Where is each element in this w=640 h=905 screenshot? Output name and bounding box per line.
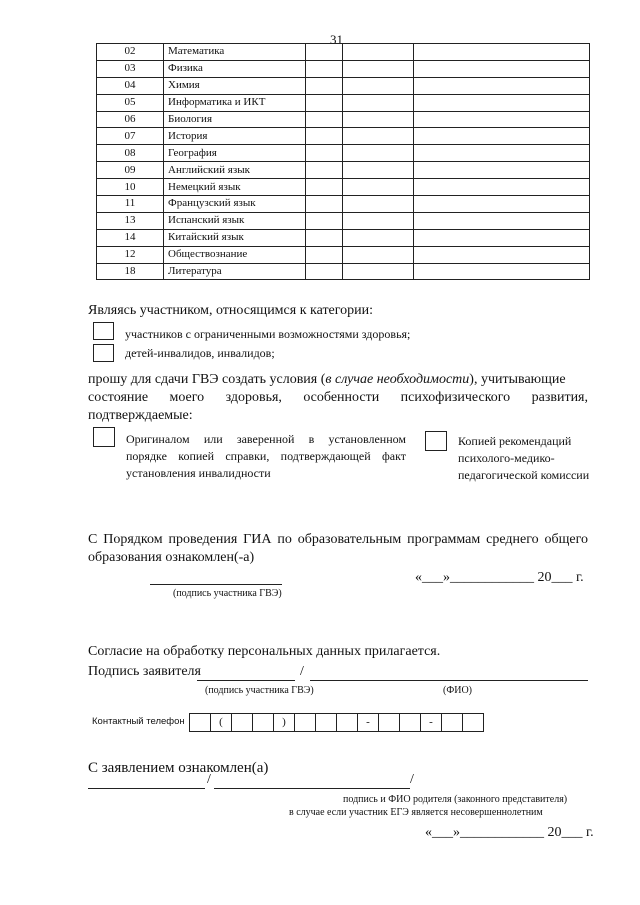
- table-row: [97, 111, 590, 128]
- subject-form-cell[interactable]: [343, 128, 414, 145]
- subject-code: 13: [97, 212, 164, 229]
- subject-mark-cell[interactable]: [306, 111, 343, 128]
- table-row: [97, 77, 590, 94]
- table-row: [97, 246, 590, 263]
- subject-extra-cell[interactable]: [414, 263, 590, 280]
- subject-mark-cell[interactable]: [306, 162, 343, 179]
- subject-form-cell[interactable]: [343, 179, 414, 196]
- table-row: [97, 179, 590, 196]
- subject-form-cell[interactable]: [343, 162, 414, 179]
- participant-signature-line[interactable]: [150, 584, 282, 585]
- table-row: [97, 44, 590, 61]
- subject-extra-cell[interactable]: [414, 179, 590, 196]
- option-limited-health: участников с ограниченными возможностями здоровья;: [125, 327, 411, 341]
- subject-extra-cell[interactable]: [414, 196, 590, 213]
- subject-mark-cell[interactable]: [306, 145, 343, 162]
- parent-signature-line[interactable]: [88, 788, 205, 789]
- subject-code: 04: [97, 77, 164, 94]
- checkbox-certificate[interactable]: [93, 427, 115, 447]
- subject-form-cell[interactable]: [343, 212, 414, 229]
- table-row: [97, 128, 590, 145]
- subject-name: Немецкий язык: [164, 179, 306, 196]
- phone-digit-cell[interactable]: [378, 713, 400, 732]
- applicant-label: Подпись заявителя: [88, 664, 201, 679]
- phone-label: Контактный телефон: [92, 716, 185, 727]
- subjects-table: [96, 43, 590, 280]
- checkbox-pmpk[interactable]: [425, 431, 447, 451]
- subject-extra-cell[interactable]: [414, 212, 590, 229]
- subject-form-cell[interactable]: [343, 60, 414, 77]
- table-row: [97, 162, 590, 179]
- phone-digit-cell[interactable]: [189, 713, 211, 732]
- checkbox-disabled-children[interactable]: [93, 344, 114, 362]
- page-number: 31: [330, 32, 343, 47]
- subject-form-cell[interactable]: [343, 94, 414, 111]
- subject-mark-cell[interactable]: [306, 263, 343, 280]
- subject-form-cell[interactable]: [343, 77, 414, 94]
- table-row: [97, 229, 590, 246]
- subject-mark-cell[interactable]: [306, 212, 343, 229]
- subject-extra-cell[interactable]: [414, 94, 590, 111]
- subject-mark-cell[interactable]: [306, 246, 343, 263]
- acquainted-slash-1: /: [207, 772, 211, 787]
- subject-name: География: [164, 145, 306, 162]
- subject-code: 05: [97, 94, 164, 111]
- subject-extra-cell[interactable]: [414, 145, 590, 162]
- subject-name: Информатика и ИКТ: [164, 94, 306, 111]
- subject-name: Математика: [164, 44, 306, 61]
- acquainted-slash-2: /: [410, 772, 414, 787]
- phone-digit-cell[interactable]: [252, 713, 274, 732]
- subject-form-cell[interactable]: [343, 229, 414, 246]
- subject-extra-cell[interactable]: [414, 246, 590, 263]
- participant-signature-caption: (подпись участника ГВЭ): [173, 588, 282, 599]
- request-line-2: состояние моего здоровья, особенности психофизического развития,: [88, 390, 588, 405]
- subject-mark-cell[interactable]: [306, 44, 343, 61]
- subject-name: Биология: [164, 111, 306, 128]
- subject-code: 07: [97, 128, 164, 145]
- phone-digit-cell[interactable]: -: [420, 713, 442, 732]
- subject-code: 06: [97, 111, 164, 128]
- phone-digit-cell[interactable]: [294, 713, 316, 732]
- subject-form-cell[interactable]: [343, 44, 414, 61]
- subject-code: 08: [97, 145, 164, 162]
- subject-code: 12: [97, 246, 164, 263]
- subject-name: Французский язык: [164, 196, 306, 213]
- subject-code: 02: [97, 44, 164, 61]
- subject-extra-cell[interactable]: [414, 229, 590, 246]
- option-pmpk: Копией рекомендаций психолого-медико- педагогической комиссии: [458, 434, 590, 482]
- subject-extra-cell[interactable]: [414, 162, 590, 179]
- subject-extra-cell[interactable]: [414, 44, 590, 61]
- request-line-3: подтверждаемые:: [88, 408, 193, 423]
- phone-digit-cell[interactable]: [336, 713, 358, 732]
- table-row: [97, 145, 590, 162]
- procedure-date: «___»____________ 20___ г.: [415, 570, 584, 585]
- subject-name: История: [164, 128, 306, 145]
- subject-mark-cell[interactable]: [306, 229, 343, 246]
- option-disabled-children: детей-инвалидов, инвалидов;: [125, 346, 275, 360]
- subject-mark-cell[interactable]: [306, 128, 343, 145]
- subject-extra-cell[interactable]: [414, 128, 590, 145]
- phone-digit-cell[interactable]: ): [273, 713, 295, 732]
- table-row: [97, 212, 590, 229]
- subject-name: Физика: [164, 60, 306, 77]
- subject-name: Испанский язык: [164, 212, 306, 229]
- parent-caption-1: подпись и ФИО родителя (законного представителя): [343, 794, 568, 805]
- phone-digit-cell[interactable]: [399, 713, 421, 732]
- parent-caption-2: в случае если участник ЕГЭ является несовершеннолетним: [289, 807, 543, 818]
- phone-digit-cell[interactable]: -: [357, 713, 379, 732]
- subject-code: 03: [97, 60, 164, 77]
- applicant-fio-line[interactable]: [310, 680, 588, 681]
- phone-digit-cell[interactable]: (: [210, 713, 232, 732]
- subject-mark-cell[interactable]: [306, 77, 343, 94]
- table-row: [97, 60, 590, 77]
- phone-digit-cell[interactable]: [315, 713, 337, 732]
- subject-mark-cell[interactable]: [306, 60, 343, 77]
- phone-digit-cell[interactable]: [231, 713, 253, 732]
- phone-digit-cell[interactable]: [441, 713, 463, 732]
- applicant-signature-line[interactable]: [197, 680, 295, 681]
- table-row: [97, 196, 590, 213]
- request-line-1: прошу для сдачи ГВЭ создать условия (в случае необходимости), учитывающие: [88, 372, 566, 387]
- applicant-slash: /: [300, 664, 304, 679]
- category-heading: Являясь участником, относящимся к категории:: [88, 303, 374, 318]
- subject-code: 18: [97, 263, 164, 280]
- checkbox-disabilities[interactable]: [93, 322, 114, 340]
- subject-name: Химия: [164, 77, 306, 94]
- subject-form-cell[interactable]: [343, 196, 414, 213]
- procedure-line-2: образования ознакомлен(-а): [88, 550, 255, 565]
- applicant-signature-caption: (подпись участника ГВЭ): [205, 685, 314, 696]
- subject-form-cell[interactable]: [343, 145, 414, 162]
- table-row: [97, 263, 590, 280]
- parent-fio-line[interactable]: [214, 788, 410, 789]
- applicant-fio-caption: (ФИО): [443, 685, 473, 696]
- subject-form-cell[interactable]: [343, 111, 414, 128]
- subject-code: 14: [97, 229, 164, 246]
- subject-code: 11: [97, 196, 164, 213]
- subject-form-cell[interactable]: [343, 263, 414, 280]
- subject-extra-cell[interactable]: [414, 77, 590, 94]
- acquainted-date: «___»____________ 20___ г.: [425, 825, 594, 840]
- table-row: [97, 94, 590, 111]
- subject-name: Обществознание: [164, 246, 306, 263]
- option-certificate: Оригиналом или заверенной в установленном порядке копией справки, подтверждающей факт установления инвалидности: [126, 432, 406, 480]
- subject-code: 09: [97, 162, 164, 179]
- phone-input[interactable]: [190, 713, 484, 732]
- subject-extra-cell[interactable]: [414, 60, 590, 77]
- subject-code: 10: [97, 179, 164, 196]
- subject-mark-cell[interactable]: [306, 179, 343, 196]
- subject-mark-cell[interactable]: [306, 94, 343, 111]
- subject-name: Китайский язык: [164, 229, 306, 246]
- subject-mark-cell[interactable]: [306, 196, 343, 213]
- subject-name: Английский язык: [164, 162, 306, 179]
- subject-extra-cell[interactable]: [414, 111, 590, 128]
- subject-form-cell[interactable]: [343, 246, 414, 263]
- phone-digit-cell[interactable]: [462, 713, 484, 732]
- consent-text: Согласие на обработку персональных данных прилагается.: [88, 644, 441, 659]
- subject-name: Литература: [164, 263, 306, 280]
- acquainted-heading: С заявлением ознакомлен(а): [88, 760, 269, 776]
- procedure-line-1: С Порядком проведения ГИА по образовательным программам среднего общего: [88, 532, 588, 547]
